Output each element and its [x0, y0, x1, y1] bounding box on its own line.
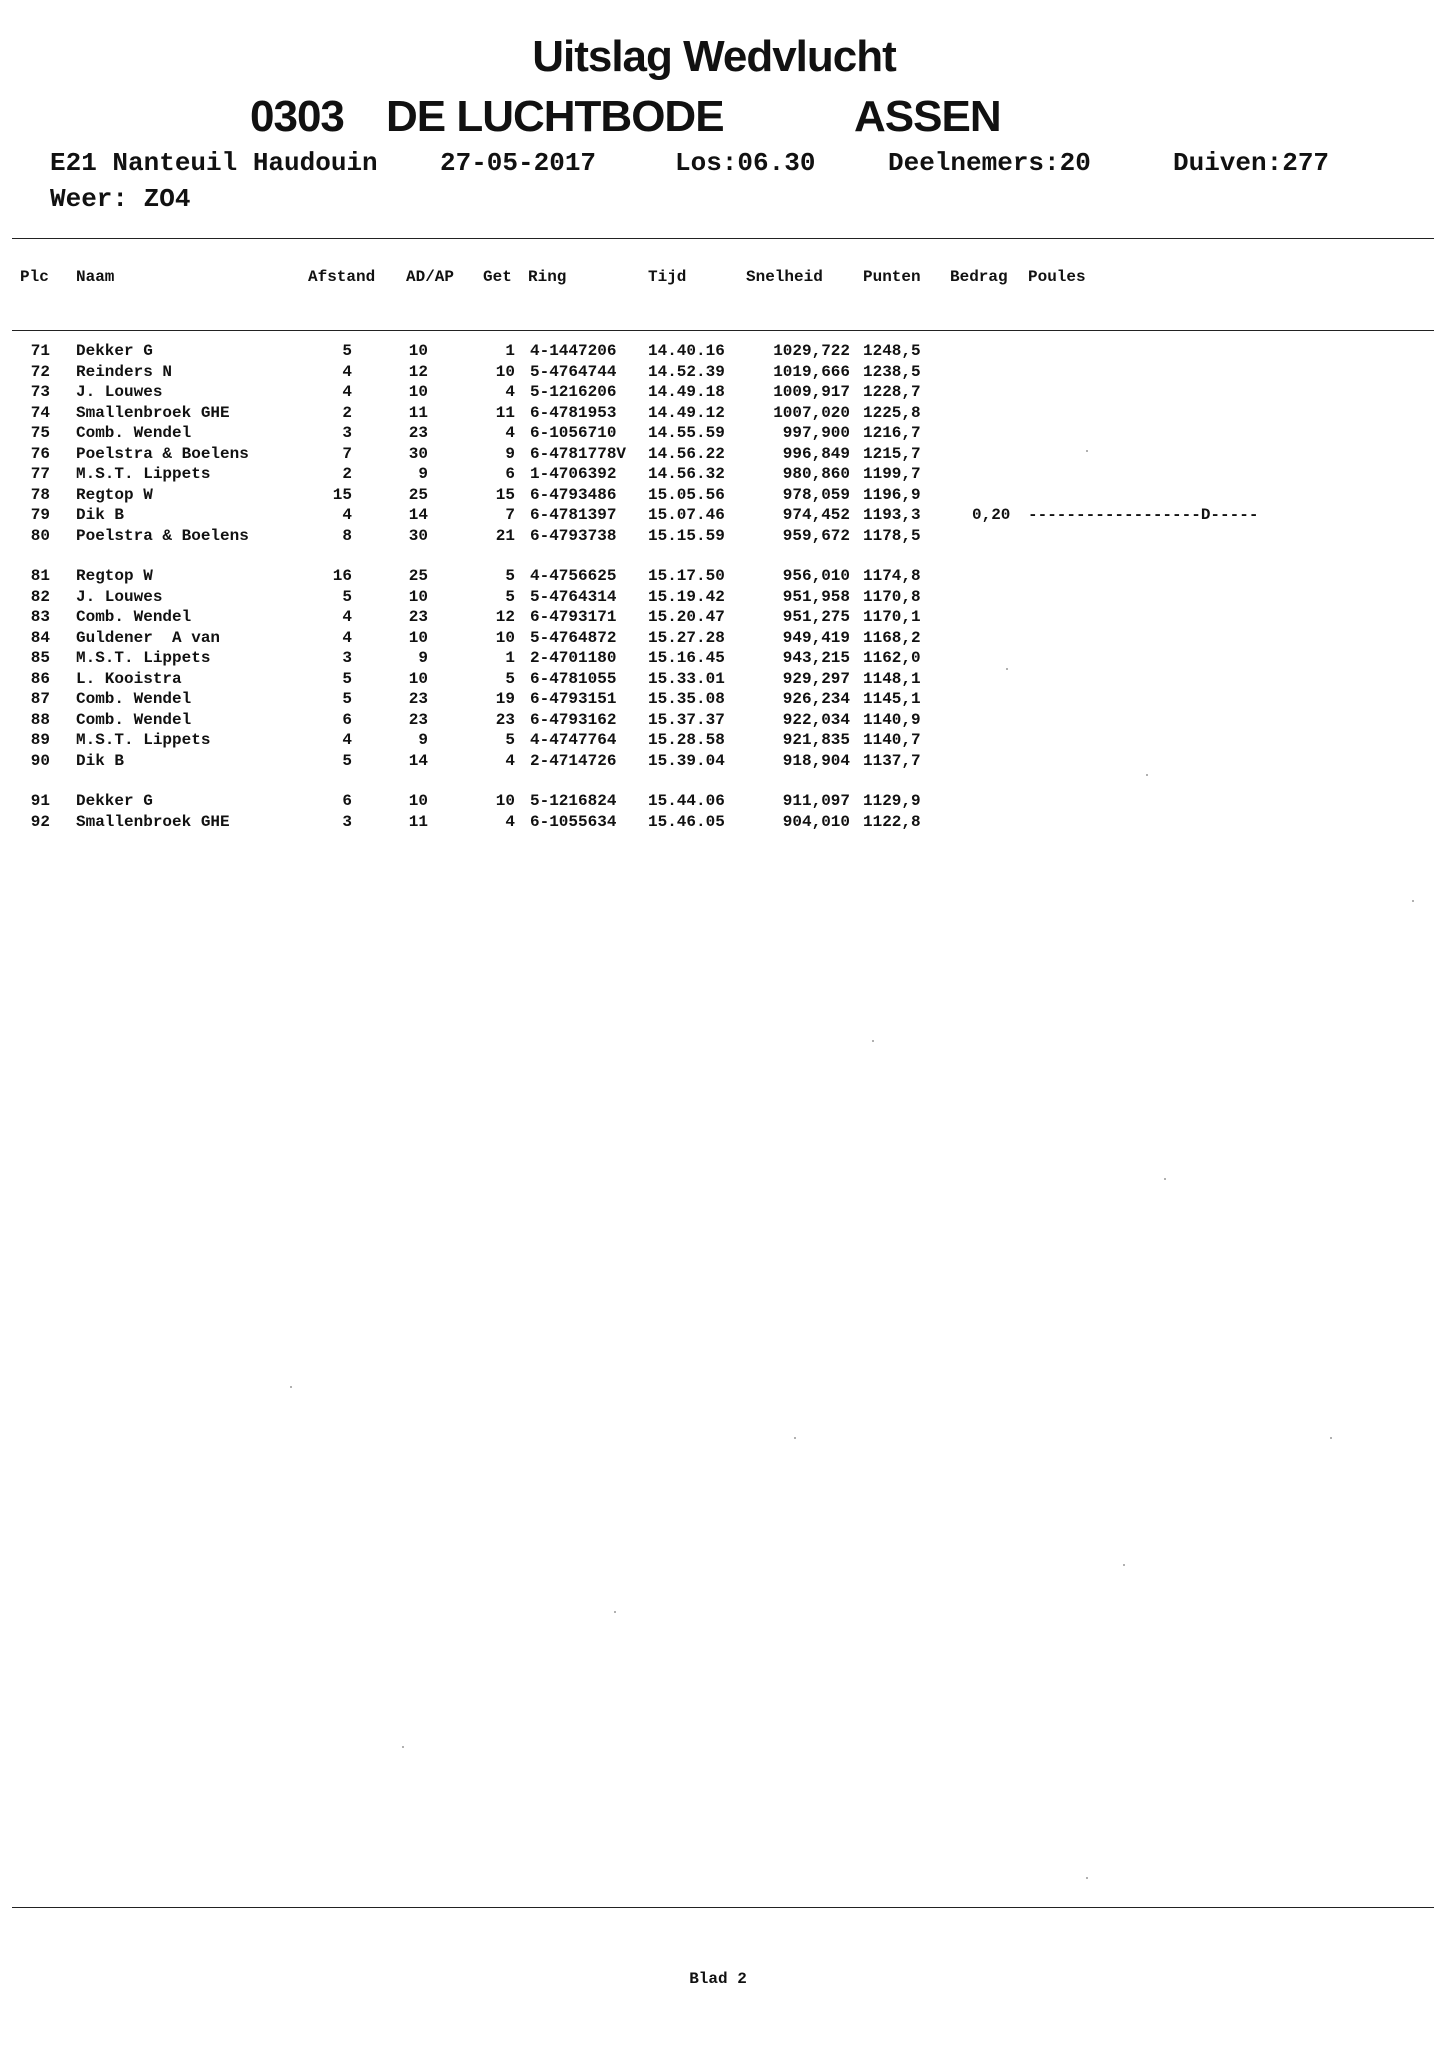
cell-punten: 1170,8 [863, 587, 921, 606]
cell-tijd: 14.40.16 [648, 342, 725, 360]
cell-plc: 82 [30, 587, 50, 606]
cell-naam: L. Kooistra [76, 669, 182, 688]
scan-speck [402, 1746, 404, 1748]
cell-get: 5 [505, 567, 515, 585]
cell-naam: J. Louwes [76, 383, 163, 401]
cell-get: 11 [495, 403, 515, 422]
cell-afstand: 6 [342, 792, 352, 810]
cell-get: 6 [505, 465, 515, 483]
cell-snelheid: 911,097 [782, 792, 850, 810]
cell-adap: 11 [408, 403, 428, 422]
cell-plc: 89 [30, 731, 50, 749]
cell-get: 1 [505, 342, 515, 360]
table-row [0, 813, 1436, 834]
table-row [0, 608, 1436, 629]
table-row [0, 588, 1436, 609]
cell-ring: 6-1055634 [530, 812, 617, 831]
cell-ring: 6-4781055 [530, 669, 617, 688]
cell-naam: Dik B [76, 506, 125, 524]
scan-speck [1412, 900, 1414, 902]
club-number: 0303 [250, 92, 344, 141]
cell-get: 4 [505, 812, 515, 831]
cell-adap: 10 [408, 383, 428, 401]
flight-date: 27-05-2017 [440, 148, 597, 178]
cell-naam: Comb. Wendel [76, 608, 192, 626]
cell-naam: Regtop W [76, 485, 153, 504]
cell-afstand: 3 [342, 649, 352, 667]
table-row [0, 792, 1436, 813]
cell-ring: 5-4764314 [530, 587, 617, 606]
cell-plc: 74 [30, 403, 50, 422]
cell-get: 7 [505, 506, 515, 524]
cell-bedrag: 0,20 [972, 506, 1011, 524]
cell-snelheid: 922,034 [782, 710, 850, 729]
table-row [0, 445, 1436, 466]
cell-afstand: 8 [342, 526, 352, 545]
table-row [0, 629, 1436, 650]
cell-adap: 23 [408, 424, 428, 442]
cell-punten: 1129,9 [863, 792, 921, 810]
col-header-snelheid: Snelheid [746, 268, 823, 286]
cell-get: 5 [505, 669, 515, 688]
cell-afstand: 4 [342, 608, 352, 626]
col-header-tijd: Tijd [648, 268, 687, 286]
cell-tijd: 15.39.04 [648, 751, 725, 770]
table-row [0, 404, 1436, 425]
cell-poules: ------------------D----- [1028, 506, 1259, 524]
cell-ring: 4-4756625 [530, 567, 617, 585]
cell-tijd: 15.17.50 [648, 567, 725, 585]
cell-tijd: 15.20.47 [648, 608, 725, 626]
cell-naam: Poelstra & Boelens [76, 526, 249, 545]
cell-tijd: 15.16.45 [648, 649, 725, 667]
cell-afstand: 6 [342, 710, 352, 729]
cell-ring: 5-4764744 [530, 362, 617, 381]
cell-naam: Smallenbroek GHE [76, 812, 230, 831]
weather-line: Weer: ZO4 [50, 184, 191, 214]
cell-adap: 10 [408, 669, 428, 688]
cell-adap: 10 [408, 628, 428, 647]
col-header-ring: Ring [528, 268, 567, 286]
cell-plc: 81 [30, 567, 50, 585]
cell-ring: 6-1056710 [530, 424, 617, 442]
cell-snelheid: 956,010 [782, 567, 850, 585]
table-row [0, 363, 1436, 384]
cell-adap: 25 [408, 485, 428, 504]
cell-punten: 1248,5 [863, 342, 921, 360]
participants-count: Deelnemers:20 [888, 148, 1091, 178]
release-time: Los:06.30 [675, 148, 816, 178]
cell-tijd: 15.07.46 [648, 506, 725, 524]
cell-ring: 6-4781778V [530, 444, 627, 463]
cell-adap: 10 [408, 342, 428, 360]
table-row [0, 752, 1436, 773]
cell-plc: 83 [30, 608, 50, 626]
cell-snelheid: 1007,020 [773, 403, 850, 422]
cell-snelheid: 997,900 [782, 424, 850, 442]
scan-speck [1006, 668, 1008, 670]
cell-afstand: 4 [342, 383, 352, 401]
cell-snelheid: 1019,666 [773, 362, 850, 381]
cell-plc: 75 [30, 424, 50, 442]
cell-ring: 4-1447206 [530, 342, 617, 360]
col-header-adap: AD/AP [406, 268, 455, 286]
club-city: ASSEN [854, 92, 1001, 141]
cell-adap: 23 [408, 608, 428, 626]
cell-plc: 73 [30, 383, 50, 401]
cell-adap: 25 [408, 567, 428, 585]
cell-snelheid: 951,958 [782, 587, 850, 606]
cell-tijd: 15.27.28 [648, 628, 725, 647]
scan-speck [1330, 1437, 1332, 1439]
col-header-poules: Poules [1028, 268, 1086, 286]
cell-punten: 1140,7 [863, 731, 921, 749]
cell-get: 10 [495, 362, 515, 381]
cell-snelheid: 921,835 [782, 731, 850, 749]
cell-afstand: 4 [342, 362, 352, 381]
cell-naam: M.S.T. Lippets [76, 649, 211, 667]
cell-ring: 5-4764872 [530, 628, 617, 647]
cell-tijd: 15.15.59 [648, 526, 725, 545]
cell-plc: 92 [30, 812, 50, 831]
cell-get: 4 [505, 424, 515, 442]
cell-afstand: 4 [342, 628, 352, 647]
cell-adap: 14 [408, 506, 428, 524]
cell-punten: 1145,1 [863, 690, 921, 708]
table-row [0, 506, 1436, 527]
cell-afstand: 5 [342, 751, 352, 770]
cell-punten: 1199,7 [863, 465, 921, 483]
cell-adap: 11 [408, 812, 428, 831]
cell-punten: 1137,7 [863, 751, 921, 770]
scan-speck [794, 1437, 796, 1439]
cell-snelheid: 951,275 [782, 608, 850, 626]
cell-naam: Comb. Wendel [76, 710, 192, 729]
cell-plc: 91 [30, 792, 50, 810]
cell-naam: Poelstra & Boelens [76, 444, 249, 463]
cell-punten: 1225,8 [863, 403, 921, 422]
cell-tijd: 15.28.58 [648, 731, 725, 749]
cell-punten: 1178,5 [863, 526, 921, 545]
cell-afstand: 16 [332, 567, 352, 585]
cell-ring: 2-4701180 [530, 649, 617, 667]
table-row [0, 527, 1436, 548]
col-header-get: Get [483, 268, 512, 286]
cell-snelheid: 929,297 [782, 669, 850, 688]
cell-ring: 5-1216206 [530, 383, 617, 401]
cell-naam: M.S.T. Lippets [76, 731, 211, 749]
table-row [0, 424, 1436, 445]
cell-naam: Reinders N [76, 362, 173, 381]
cell-tijd: 15.35.08 [648, 690, 725, 708]
cell-ring: 6-4781397 [530, 506, 617, 524]
flight-name: E21 Nanteuil Haudouin [50, 148, 378, 178]
scan-speck [1164, 1178, 1166, 1180]
scan-speck [614, 1611, 616, 1613]
cell-punten: 1122,8 [863, 812, 921, 831]
cell-tijd: 15.05.56 [648, 485, 725, 504]
cell-get: 21 [495, 526, 515, 545]
cell-adap: 14 [408, 751, 428, 770]
cell-tijd: 15.37.37 [648, 710, 725, 729]
col-header-bedrag: Bedrag [950, 268, 1008, 286]
cell-punten: 1193,3 [863, 506, 921, 524]
cell-tijd: 15.19.42 [648, 587, 725, 606]
page-number: Blad 2 [689, 1970, 747, 1988]
scan-speck [1146, 774, 1148, 776]
cell-tijd: 14.56.32 [648, 465, 725, 483]
table-row [0, 383, 1436, 404]
cell-get: 1 [505, 649, 515, 667]
club-name: DE LUCHTBODE [386, 92, 724, 141]
cell-plc: 71 [30, 342, 50, 360]
table-row [0, 731, 1436, 752]
table-row [0, 649, 1436, 670]
cell-punten: 1238,5 [863, 362, 921, 381]
cell-adap: 30 [408, 526, 428, 545]
scan-speck [872, 1040, 874, 1042]
cell-punten: 1148,1 [863, 669, 921, 688]
cell-snelheid: 918,904 [782, 751, 850, 770]
pigeons-count: Duiven:277 [1173, 148, 1330, 178]
cell-afstand: 5 [342, 690, 352, 708]
cell-adap: 23 [408, 710, 428, 729]
cell-adap: 9 [418, 731, 428, 749]
table-row [0, 465, 1436, 486]
cell-punten: 1196,9 [863, 485, 921, 504]
cell-adap: 30 [408, 444, 428, 463]
cell-tijd: 14.55.59 [648, 424, 725, 442]
cell-snelheid: 1029,722 [773, 342, 850, 360]
page-title: Uitslag Wedvlucht [532, 32, 896, 81]
cell-afstand: 5 [342, 587, 352, 606]
cell-get: 10 [495, 628, 515, 647]
cell-get: 12 [495, 608, 515, 626]
table-row [0, 670, 1436, 691]
cell-ring: 2-4714726 [530, 751, 617, 770]
scan-speck [1086, 1877, 1088, 1879]
cell-ring: 6-4781953 [530, 403, 617, 422]
cell-get: 4 [505, 383, 515, 401]
cell-punten: 1228,7 [863, 383, 921, 401]
top-divider [12, 238, 1434, 239]
table-row [0, 342, 1436, 363]
cell-afstand: 4 [342, 506, 352, 524]
cell-punten: 1168,2 [863, 628, 921, 647]
cell-get: 19 [495, 690, 515, 708]
cell-ring: 1-4706392 [530, 465, 617, 483]
cell-plc: 88 [30, 710, 50, 729]
cell-adap: 9 [418, 465, 428, 483]
cell-snelheid: 1009,917 [773, 383, 850, 401]
table-row [0, 711, 1436, 732]
cell-ring: 6-4793162 [530, 710, 617, 729]
cell-get: 5 [505, 587, 515, 606]
cell-naam: Regtop W [76, 567, 153, 585]
col-header-afstand: Afstand [308, 268, 376, 286]
cell-tijd: 15.33.01 [648, 669, 725, 688]
cell-naam: M.S.T. Lippets [76, 465, 211, 483]
cell-plc: 85 [30, 649, 50, 667]
cell-afstand: 7 [342, 444, 352, 463]
cell-naam: J. Louwes [76, 587, 163, 606]
cell-snelheid: 904,010 [782, 812, 850, 831]
cell-ring: 4-4747764 [530, 731, 617, 749]
bottom-divider [12, 1907, 1434, 1908]
cell-plc: 87 [30, 690, 50, 708]
cell-punten: 1170,1 [863, 608, 921, 626]
cell-plc: 72 [30, 362, 50, 381]
cell-punten: 1174,8 [863, 567, 921, 585]
cell-naam: Comb. Wendel [76, 690, 192, 708]
cell-snelheid: 949,419 [782, 628, 850, 647]
cell-plc: 76 [30, 444, 50, 463]
cell-plc: 86 [30, 669, 50, 688]
cell-snelheid: 926,234 [782, 690, 850, 708]
col-header-punten: Punten [863, 268, 921, 286]
cell-get: 23 [495, 710, 515, 729]
cell-naam: Dekker G [76, 342, 153, 360]
cell-get: 10 [495, 792, 515, 810]
cell-plc: 77 [30, 465, 50, 483]
cell-punten: 1216,7 [863, 424, 921, 442]
cell-naam: Smallenbroek GHE [76, 403, 230, 422]
cell-get: 4 [505, 751, 515, 770]
cell-tijd: 14.56.22 [648, 444, 725, 463]
cell-plc: 80 [30, 526, 50, 545]
cell-get: 15 [495, 485, 515, 504]
cell-get: 9 [505, 444, 515, 463]
scan-speck [1086, 450, 1088, 452]
cell-adap: 12 [408, 362, 428, 381]
cell-ring: 6-4793486 [530, 485, 617, 504]
cell-afstand: 5 [342, 342, 352, 360]
cell-get: 5 [505, 731, 515, 749]
cell-snelheid: 959,672 [782, 526, 850, 545]
cell-afstand: 3 [342, 424, 352, 442]
table-row [0, 486, 1436, 507]
cell-plc: 84 [30, 628, 50, 647]
cell-snelheid: 978,059 [782, 485, 850, 504]
col-header-naam: Naam [76, 268, 115, 286]
header-divider [12, 330, 1434, 331]
cell-snelheid: 974,452 [782, 506, 850, 524]
cell-afstand: 5 [342, 669, 352, 688]
cell-plc: 78 [30, 485, 50, 504]
cell-adap: 10 [408, 792, 428, 810]
cell-naam: Dekker G [76, 792, 153, 810]
cell-adap: 9 [418, 649, 428, 667]
cell-tijd: 14.49.12 [648, 403, 725, 422]
cell-punten: 1162,0 [863, 649, 921, 667]
cell-adap: 10 [408, 587, 428, 606]
cell-adap: 23 [408, 690, 428, 708]
cell-snelheid: 943,215 [782, 649, 850, 667]
cell-ring: 6-4793151 [530, 690, 617, 708]
cell-plc: 79 [30, 506, 50, 524]
cell-tijd: 15.46.05 [648, 812, 725, 831]
table-row [0, 567, 1436, 588]
table-row [0, 690, 1436, 711]
cell-afstand: 2 [342, 465, 352, 483]
cell-naam: Comb. Wendel [76, 424, 192, 442]
cell-afstand: 4 [342, 731, 352, 749]
cell-ring: 6-4793171 [530, 608, 617, 626]
cell-tijd: 15.44.06 [648, 792, 725, 810]
cell-afstand: 3 [342, 812, 352, 831]
col-header-plc: Plc [20, 268, 49, 286]
cell-tijd: 14.52.39 [648, 362, 725, 381]
cell-tijd: 14.49.18 [648, 383, 725, 401]
scan-speck [290, 1386, 292, 1388]
cell-naam: Guldener A van [76, 628, 221, 647]
cell-plc: 90 [30, 751, 50, 770]
cell-afstand: 15 [332, 485, 352, 504]
cell-punten: 1215,7 [863, 444, 921, 463]
scan-speck [1123, 1564, 1125, 1566]
cell-punten: 1140,9 [863, 710, 921, 729]
cell-ring: 5-1216824 [530, 792, 617, 810]
cell-afstand: 2 [342, 403, 352, 422]
cell-naam: Dik B [76, 751, 125, 770]
cell-snelheid: 980,860 [782, 465, 850, 483]
cell-ring: 6-4793738 [530, 526, 617, 545]
cell-snelheid: 996,849 [782, 444, 850, 463]
